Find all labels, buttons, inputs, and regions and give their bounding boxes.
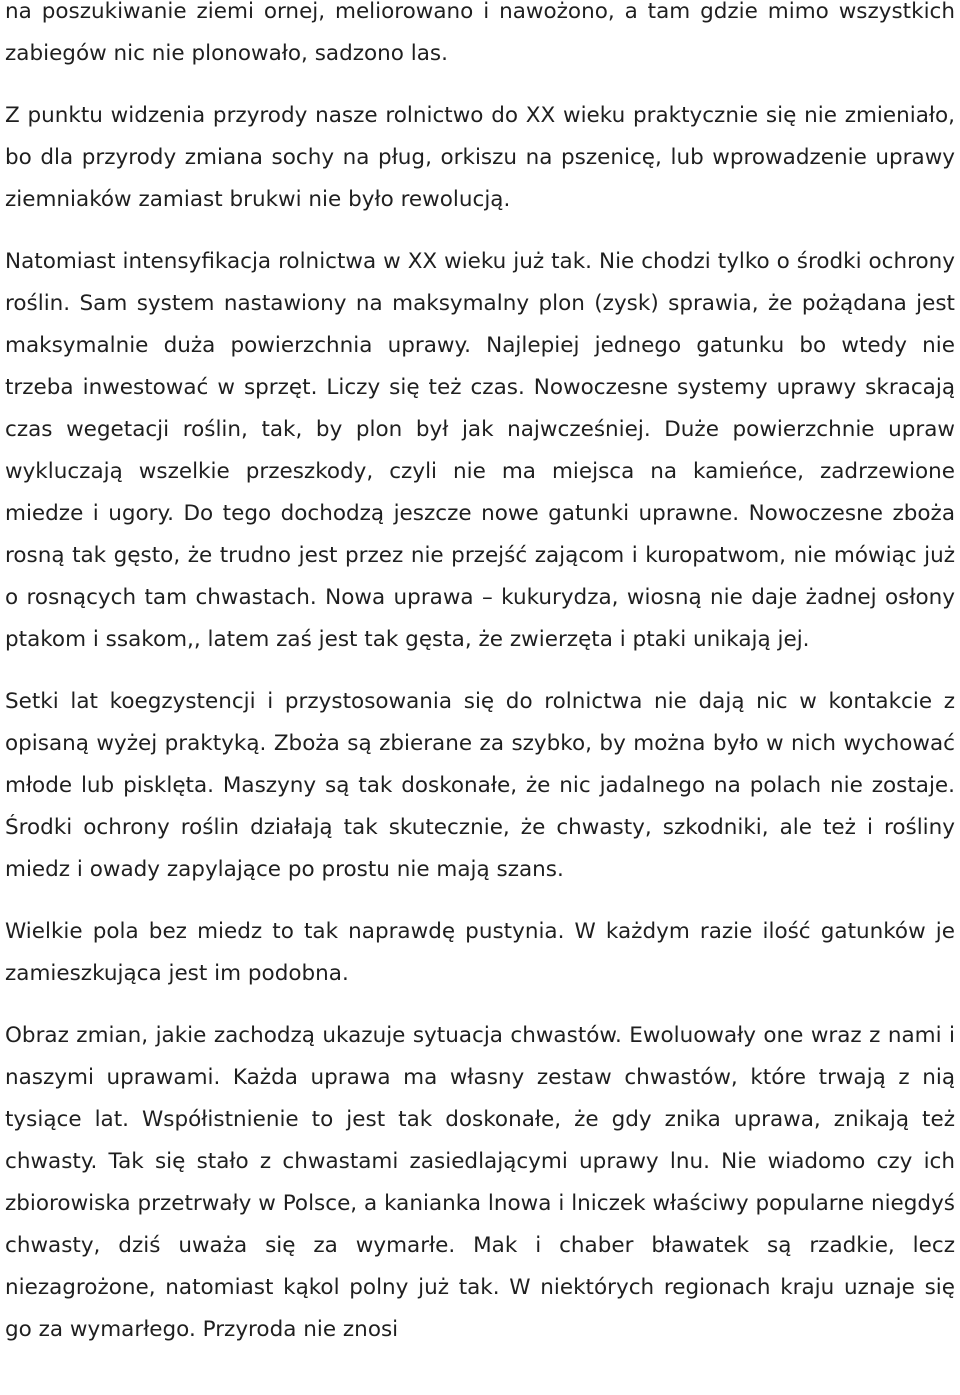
paragraph-3: Natomiast intensyfikacja rolnictwa w XX wieku już tak. Nie chodzi tylko o środki ochrony roślin. Sam system nastawiony na maksymalny plon (zysk) sprawia, że pożądana jest maksymalnie duża powierzchnia uprawy. Najlepiej jednego gatunku bo wtedy nie trzeba inwestować w sprzęt. Liczy się też czas. Nowoczesne systemy uprawy skracają czas wegetacji roślin, tak, by plon był jak najwcześniej. Duże powierzchnie upraw wykluczają wszelkie przeszkody, czyli nie ma miejsca na kamieńce, zadrzewione miedze i ugory. Do tego dochodzą jeszcze nowe gatunki uprawne. Nowoczesne zboża rosną tak gęsto, że trudno jest przez nie przejść zającom i kuropatwom, nie mówiąc już o rosnących tam chwastach. Nowa uprawa – kukurydza, wiosną nie daje żadnej osłony ptakom i ssakom,, latem zaś jest tak gęsta, że zwierzęta i ptaki unikają jej. bbox=[5, 249, 955, 652]
paragraph-5: Wielkie pola bez miedz to tak naprawdę pustynia. W każdym razie ilość gatunków je zamieszkująca jest im podobna. bbox=[5, 919, 955, 986]
paragraph-2: Z punktu widzenia przyrody nasze rolnictwo do XX wieku praktycznie się nie zmieniało, bo dla przyrody zmiana sochy na pług, orkiszu na pszenicę, lub wprowadzenie uprawy ziemniaków zamiast brukwi nie było rewolucją. bbox=[5, 103, 955, 212]
paragraph-6: Obraz zmian, jakie zachodzą ukazuje sytuacja chwastów. Ewoluowały one wraz z nami i naszymi uprawami. Każda uprawa ma własny zestaw chwastów, które trwają z nią tysiące lat. Współistnienie to jest tak doskonałe, że gdy znika uprawa, znikają też chwasty. Tak się stało z chwastami zasiedlającymi uprawy lnu. Nie wiadomo czy ich zbiorowiska przetrwały w Polsce, a kanianka lnowa i lniczek właściwy popularne niegdyś chwasty, dziś uważa się za wymarłe. Mak i chaber bławatek są rzadkie, lecz niezagrożone, natomiast kąkol polny już tak. W niektórych regionach kraju uznaje się go za wymarłego. Przyroda nie znosi bbox=[5, 1023, 955, 1342]
document-page bbox=[5, 0, 955, 1371]
paragraph-4: Setki lat koegzystencji i przystosowania się do rolnictwa nie dają nic w kontakcie z opisaną wyżej praktyką. Zboża są zbierane za szybko, by można było w nich wychować młode lub pisklęta. Maszyny są tak doskonałe, że nic jadalnego na polach nie zostaje. Środki ochrony roślin działają tak skutecznie, że chwasty, szkodniki, ale też i rośliny miedz i owady zapylające po prostu nie mają szans. bbox=[5, 689, 955, 882]
paragraph-1: na poszukiwanie ziemi ornej, meliorowano i nawożono, a tam gdzie mimo wszystkich zabiegów nic nie plonowało, sadzono las. bbox=[5, 0, 955, 66]
